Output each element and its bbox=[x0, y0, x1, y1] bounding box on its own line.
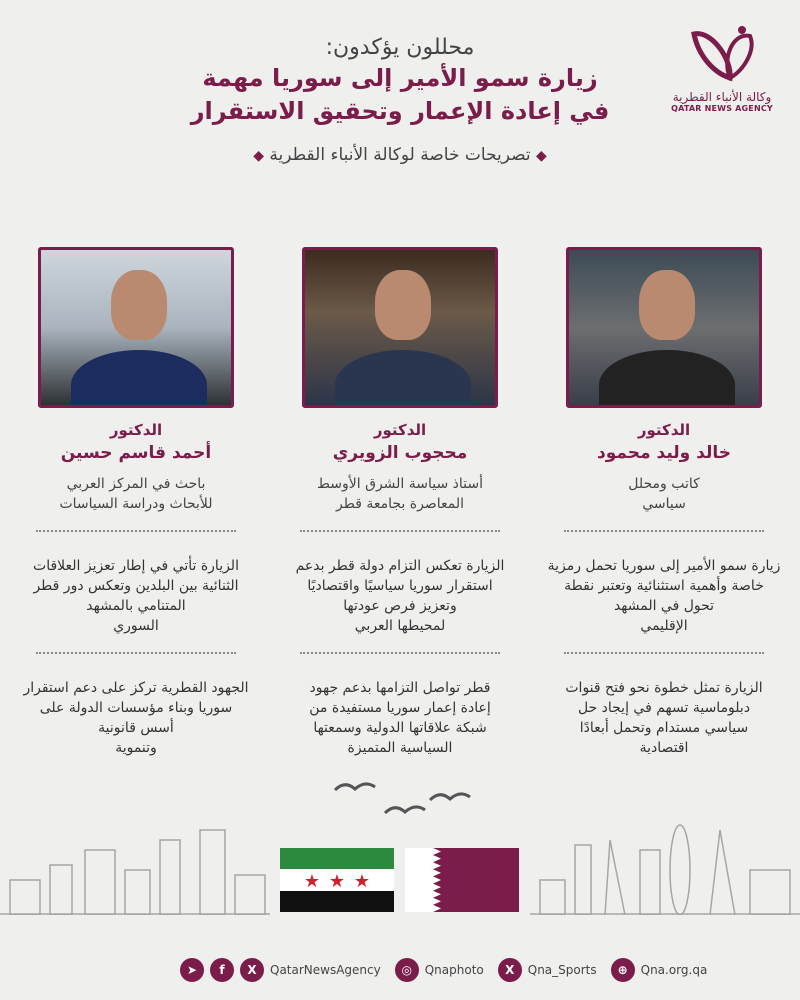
quote bbox=[23, 678, 248, 758]
globe-icon[interactable]: ⊕ bbox=[611, 958, 635, 982]
quote-line: تحول في المشهد bbox=[613, 598, 715, 614]
analyst-role bbox=[59, 474, 212, 514]
divider bbox=[300, 530, 500, 532]
headline-subtitle: محللون يؤكدون: bbox=[325, 35, 475, 60]
analyst-card bbox=[10, 420, 262, 758]
quote-line: الجهود القطرية تركز على دعم استقرار bbox=[23, 680, 249, 696]
quote-line: الزيارة تعكس التزام دولة قطر بدعم bbox=[295, 558, 505, 574]
diamond-icon: ◆ bbox=[536, 148, 547, 164]
quote-line: الثنائية بين البلدين وتعكس دور قطر bbox=[33, 578, 239, 594]
quote-line: اقتصادية bbox=[639, 740, 689, 756]
analyst-name: أحمد قاسم حسين bbox=[60, 443, 212, 463]
analyst-role bbox=[317, 474, 483, 514]
analyst-degree: الدكتور bbox=[637, 421, 691, 439]
divider bbox=[36, 530, 236, 532]
handle-qatarnewsagency[interactable]: QatarNewsAgency bbox=[270, 963, 381, 977]
x-icon[interactable]: X bbox=[240, 958, 264, 982]
qna-logo bbox=[662, 20, 782, 113]
analyst-photo-khaled bbox=[566, 247, 762, 408]
quote-line: الإقليمي bbox=[640, 618, 688, 634]
quote bbox=[296, 556, 505, 636]
x-icon[interactable]: X bbox=[498, 958, 522, 982]
role-line: باحث في المركز العربي bbox=[66, 476, 206, 492]
quote-line: المتنامي بالمشهد bbox=[86, 598, 186, 614]
quote-line: شبكة علاقاتها الدولية وسمعتها bbox=[313, 720, 487, 736]
logo-arabic: وكالة الأنباء القطرية bbox=[672, 90, 772, 104]
tagline bbox=[253, 144, 547, 167]
analyst-degree: الدكتور bbox=[373, 421, 427, 439]
website-link[interactable]: Qna.org.qa bbox=[640, 963, 708, 977]
analyst-name: خالد وليد محمود bbox=[597, 443, 731, 463]
quote-line: قطر تواصل التزامها بدعم جهود bbox=[309, 680, 491, 696]
social-footer bbox=[180, 958, 708, 982]
quote-line: لمحيطها العربي bbox=[354, 618, 446, 634]
headline-title-1: زيارة سمو الأمير إلى سوريا مهمة bbox=[202, 64, 598, 92]
quote-line: سياسي مستدام وتحمل أبعادًا bbox=[579, 720, 749, 736]
quote-line: استقرار سوريا سياسيًا واقتصاديًا bbox=[307, 578, 493, 594]
logo-english: QATAR NEWS AGENCY bbox=[671, 104, 773, 113]
role-line: المعاصرة بجامعة قطر bbox=[336, 496, 464, 512]
headline-title-2: في إعادة الإعمار وتحقيق الاستقرار bbox=[190, 97, 610, 125]
analyst-card bbox=[274, 420, 526, 758]
analyst-degree: الدكتور bbox=[109, 421, 163, 439]
qatar-flag-icon bbox=[405, 848, 519, 912]
handle-qna-sports[interactable]: Qna_Sports bbox=[527, 963, 597, 977]
quote-line: زيارة سمو الأمير إلى سوريا تحمل رمزية bbox=[547, 558, 781, 574]
quote bbox=[565, 678, 762, 758]
quote-line: الزيارة تأتي في إطار تعزيز العلاقات bbox=[33, 558, 239, 574]
skyline-right-icon bbox=[530, 820, 800, 915]
quote-line: وتعزيز فرص عودتها bbox=[343, 598, 457, 614]
syria-flag-icon bbox=[280, 848, 394, 912]
svg-text:★: ★ bbox=[328, 871, 346, 892]
qna-logo-icon bbox=[682, 20, 762, 86]
tagline-text: تصريحات خاصة لوكالة الأنباء القطرية bbox=[269, 145, 531, 165]
divider bbox=[564, 530, 764, 532]
headline bbox=[150, 34, 650, 167]
quote-line: الزيارة تمثل خطوة نحو فتح قنوات bbox=[565, 680, 763, 696]
quote-line: خاصة وأهمية استثنائية وتعتبر نقطة bbox=[564, 578, 764, 594]
quote-line: السوري bbox=[113, 618, 159, 634]
skyline-left-icon bbox=[0, 820, 270, 915]
analyst-role bbox=[628, 474, 700, 514]
analyst-photo-ahmed bbox=[38, 247, 234, 408]
divider bbox=[564, 652, 764, 654]
role-line: أستاذ سياسة الشرق الأوسط bbox=[316, 476, 484, 492]
facebook-icon[interactable]: f bbox=[210, 958, 234, 982]
handle-qnaphoto[interactable]: Qnaphoto bbox=[424, 963, 484, 977]
role-line: للأبحاث ودراسة السياسات bbox=[59, 496, 213, 512]
quote-line: إعادة إعمار سوريا مستفيدة من bbox=[309, 700, 491, 716]
quote bbox=[33, 556, 239, 636]
instagram-icon[interactable]: ◎ bbox=[395, 958, 419, 982]
divider bbox=[36, 652, 236, 654]
role-line: كاتب ومحلل bbox=[628, 476, 700, 492]
svg-text:★: ★ bbox=[353, 871, 371, 892]
quote bbox=[309, 678, 491, 758]
analyst-card bbox=[538, 420, 790, 758]
analyst-name: محجوب الزويري bbox=[332, 443, 468, 463]
divider bbox=[300, 652, 500, 654]
svg-text:★: ★ bbox=[303, 871, 321, 892]
quote-line: دبلوماسية تسهم في إيجاد حل bbox=[577, 700, 751, 716]
telegram-icon[interactable]: ➤ bbox=[180, 958, 204, 982]
quote-line: أسس قانونية bbox=[98, 720, 174, 736]
diamond-icon: ◆ bbox=[253, 148, 264, 164]
role-line: سياسي bbox=[642, 496, 686, 512]
quote-line: وتنموية bbox=[115, 740, 157, 756]
birds-icon bbox=[330, 775, 480, 835]
quote-line: سوريا وبناء مؤسسات الدولة على bbox=[39, 700, 233, 716]
quote bbox=[548, 556, 781, 636]
quote-line: السياسية المتميزة bbox=[347, 740, 453, 756]
analyst-photo-mahjoob bbox=[302, 247, 498, 408]
